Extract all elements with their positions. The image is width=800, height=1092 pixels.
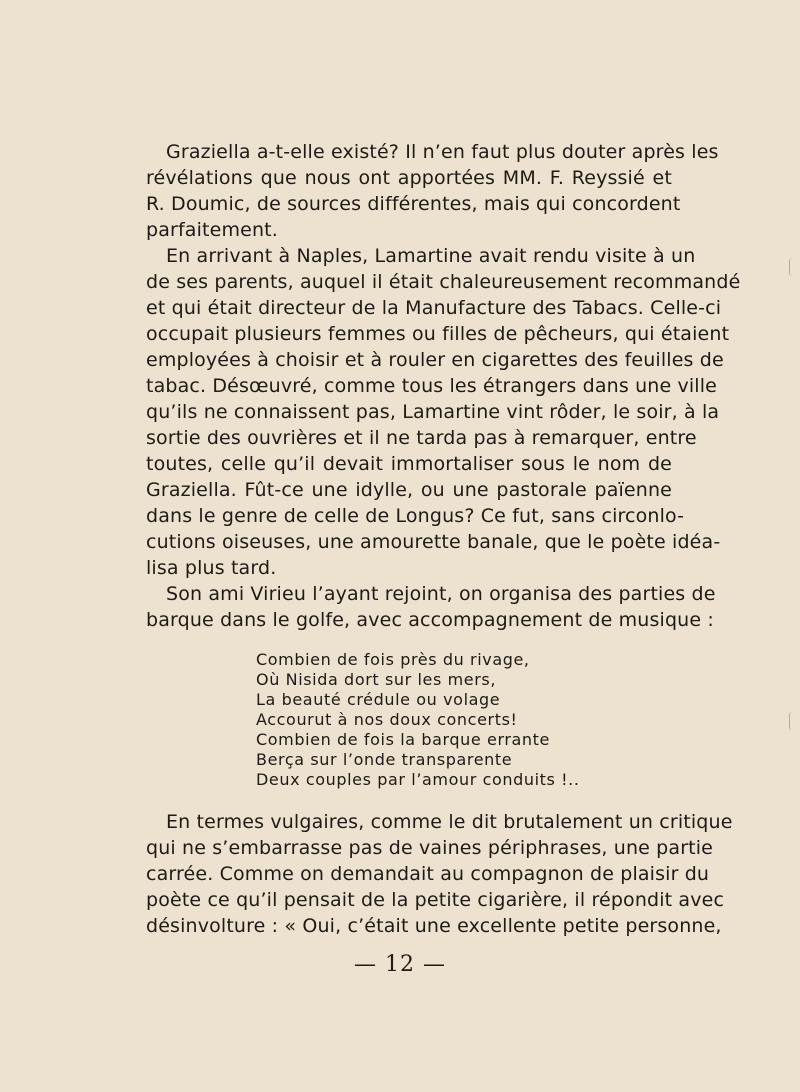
text-line: parfaitement.: [146, 219, 278, 241]
text-line: poète ce qu’il pensait de la petite cigarière, il répondit avec: [146, 889, 725, 911]
page-edge-mark: [789, 258, 796, 276]
text-line: En termes vulgaires, comme le dit brutalement un critique: [166, 811, 733, 833]
verse-line: Accourut à nos doux concerts!: [256, 710, 518, 729]
text-line: de ses parents, auquel il était chaleureusement recommandé: [146, 271, 741, 293]
text-line: et qui était directeur de la Manufacture des Tabacs. Celle-ci: [146, 297, 722, 319]
text-line: révélations que nous ont apportées MM. F. Reyssié et: [146, 167, 672, 189]
verse-line: Combien de fois près du rivage,: [256, 650, 530, 669]
verse-line: La beauté crédule ou volage: [256, 690, 501, 709]
text-line: barque dans le golfe, avec accompagnement de musique :: [146, 609, 714, 631]
verse-line: Où Nisida dort sur les mers,: [256, 670, 497, 689]
text-line: dans le genre de celle de Longus? Ce fut, sans circonlo-: [146, 505, 685, 527]
text-line: occupait plusieurs femmes ou filles de pêcheurs, qui étaient: [146, 323, 730, 345]
text-line: Graziella. Fût-ce une idylle, ou une pastorale païenne: [146, 479, 672, 501]
text-line: désinvolture : « Oui, c’était une excellente petite personne,: [146, 915, 722, 937]
text-line: carrée. Comme on demandait au compagnon de plaisir du: [146, 863, 710, 885]
text-line: qui ne s’embarrasse pas de vaines périphrases, une partie: [146, 837, 714, 859]
text-line: Son ami Virieu l’ayant rejoint, on organisa des parties de: [166, 583, 716, 605]
text-line: qu’ils ne connaissent pas, Lamartine vint rôder, le soir, à la: [146, 401, 720, 423]
text-line: sortie des ouvrières et il ne tarda pas à remarquer, entre: [146, 427, 697, 449]
text-line: lisa plus tard.: [146, 557, 277, 579]
page-edge-mark: [789, 712, 796, 730]
verse-line: Deux couples par l’amour conduits !..: [256, 770, 580, 789]
page-number: — 12 —: [354, 952, 446, 977]
verse-line: Berça sur l’onde transparente: [256, 750, 513, 769]
text-line: En arrivant à Naples, Lamartine avait rendu visite à un: [166, 245, 696, 267]
verse-line: Combien de fois la barque errante: [256, 730, 550, 749]
text-line: tabac. Désœuvré, comme tous les étrangers dans une ville: [146, 375, 718, 397]
text-line: employées à choisir et à rouler en cigarettes des feuilles de: [146, 349, 724, 371]
text-line: toutes, celle qu’il devait immortaliser sous le nom de: [146, 453, 672, 475]
text-line: R. Doumic, de sources différentes, mais qui concordent: [146, 193, 681, 215]
text-line: cutions oiseuses, une amourette banale, que le poète idéa-: [146, 531, 721, 553]
text-line: Graziella a-t-elle existé? Il n’en faut plus douter après les: [166, 141, 719, 163]
